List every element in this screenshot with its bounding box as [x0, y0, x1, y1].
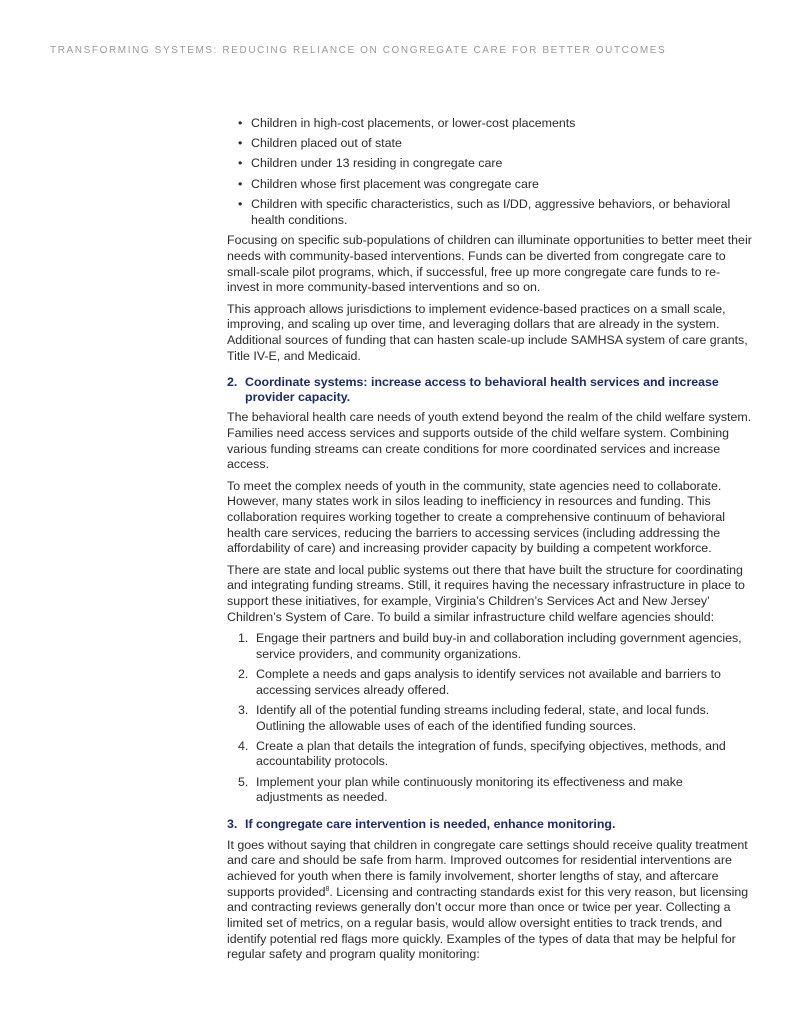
item-number: 4. — [238, 738, 249, 753]
item-text: Identify all of the potential funding streams including federal, state, and local funds. Outlining the allowable uses of each of the identified funding sources. — [256, 702, 710, 733]
body-paragraph: Focusing on specific sub-populations of children can illuminate opportunities to better meet their needs with community-based interventions. Funds can be diverted from congregate care to small-scale pilot programs, which, if successful, free up more congregate care funds to re-invest in more community-based interventions and so on. — [227, 233, 752, 295]
numbered-item — [227, 739, 752, 770]
section-number: 3. — [227, 817, 238, 832]
numbered-item — [227, 703, 752, 734]
bullet-item: • Children placed out of state — [227, 136, 752, 152]
bullet-item: • Children under 13 residing in congregate care — [227, 156, 752, 172]
section-title: Coordinate systems: increase access to behavioral health services and increase provider capacity. — [245, 375, 719, 404]
infrastructure-steps-list — [227, 631, 752, 806]
item-number: 2. — [238, 666, 249, 681]
bullet-item: • Children in high-cost placements, or lower-cost placements — [227, 116, 752, 132]
body-paragraph: To meet the complex needs of youth in the community, state agencies need to collaborate. However, many states work in silos leading to inefficiency in resources and funding. This collaboration requires working together to create a comprehensive continuum of behavioral health care services, reducing the barriers to accessing services (including addressing the affordability of care) and increasing provider capacity by building a competent workforce. — [227, 478, 725, 556]
section-heading-3 — [227, 817, 752, 832]
running-header: TRANSFORMING SYSTEMS: REDUCING RELIANCE ON CONGREGATE CARE FOR BETTER OUTCOMES — [50, 45, 667, 56]
item-number: 3. — [238, 702, 249, 717]
paragraph-text: It goes without saying that children in congregate care settings should receive quality treatment and care and should be safe from harm. Improved outcomes for residential interventions are achieved for youth when there is family involvement, shorter lengths of stay, and aftercare supports provided — [227, 837, 748, 899]
subpopulation-bullet-list — [227, 116, 752, 228]
footnote-reference[interactable]: 8 — [325, 885, 330, 893]
item-text: Engage their partners and build buy-in and collaboration including government agencies, service providers, and community organizations. — [256, 630, 742, 661]
numbered-item — [227, 667, 752, 698]
bullet-item: • Children with specific characteristics, such as I/DD, aggressive behaviors, or behavioral health conditions. — [227, 197, 752, 228]
item-text: Implement your plan while continuously monitoring its effectiveness and make adjustments as needed. — [256, 774, 683, 805]
body-paragraph: There are state and local public systems out there that have built the structure for coordinating and integrating funding streams. Still, it requires having the necessary infrastructure in place to support these initiatives, for example, Virginia’s Children’s Services Act and New Jersey’ Children’s System of Care. To build a similar infrastructure child welfare agencies should: — [227, 562, 745, 624]
body-paragraph: The behavioral health care needs of youth extend beyond the realm of the child welfare system. Families need access services and supports outside of the child welfare system. Combining various funding streams can create conditions for more coordinated services and increase access. — [227, 410, 752, 472]
paragraph-text: . Licensing and contracting standards exist for this very reason, but licensing and contracting reviews generally don’t occur more than once or twice per year. Collecting a limited set of metrics, on a regular basis, would allow oversight entities to track trends, and identify potential red flags more quickly. Examples of the types of data that may be helpful for regular safety and program quality monitoring: — [227, 884, 749, 962]
section-title: If congregate care intervention is needed, enhance monitoring. — [245, 817, 616, 832]
numbered-item — [227, 775, 752, 806]
page-body — [227, 116, 752, 969]
section-number: 2. — [227, 375, 238, 390]
item-number: 1. — [238, 630, 249, 645]
item-text: Create a plan that details the integration of funds, specifying objectives, methods, and accountability protocols. — [256, 738, 726, 769]
body-paragraph: This approach allows jurisdictions to implement evidence-based practices on a small scale, improving, and scaling up over time, and leveraging dollars that are already in the system. Additional sources of funding that can hasten scale-up include SAMHSA system of care grants, Title IV-E, and Medicaid. — [227, 301, 748, 363]
body-paragraph — [227, 838, 752, 964]
numbered-item — [227, 631, 752, 662]
item-text: Complete a needs and gaps analysis to identify services not available and barriers to accessing services already offered. — [256, 666, 721, 697]
item-number: 5. — [238, 774, 249, 789]
section-heading-2 — [227, 375, 752, 404]
bullet-item: • Children whose first placement was congregate care — [227, 177, 752, 193]
